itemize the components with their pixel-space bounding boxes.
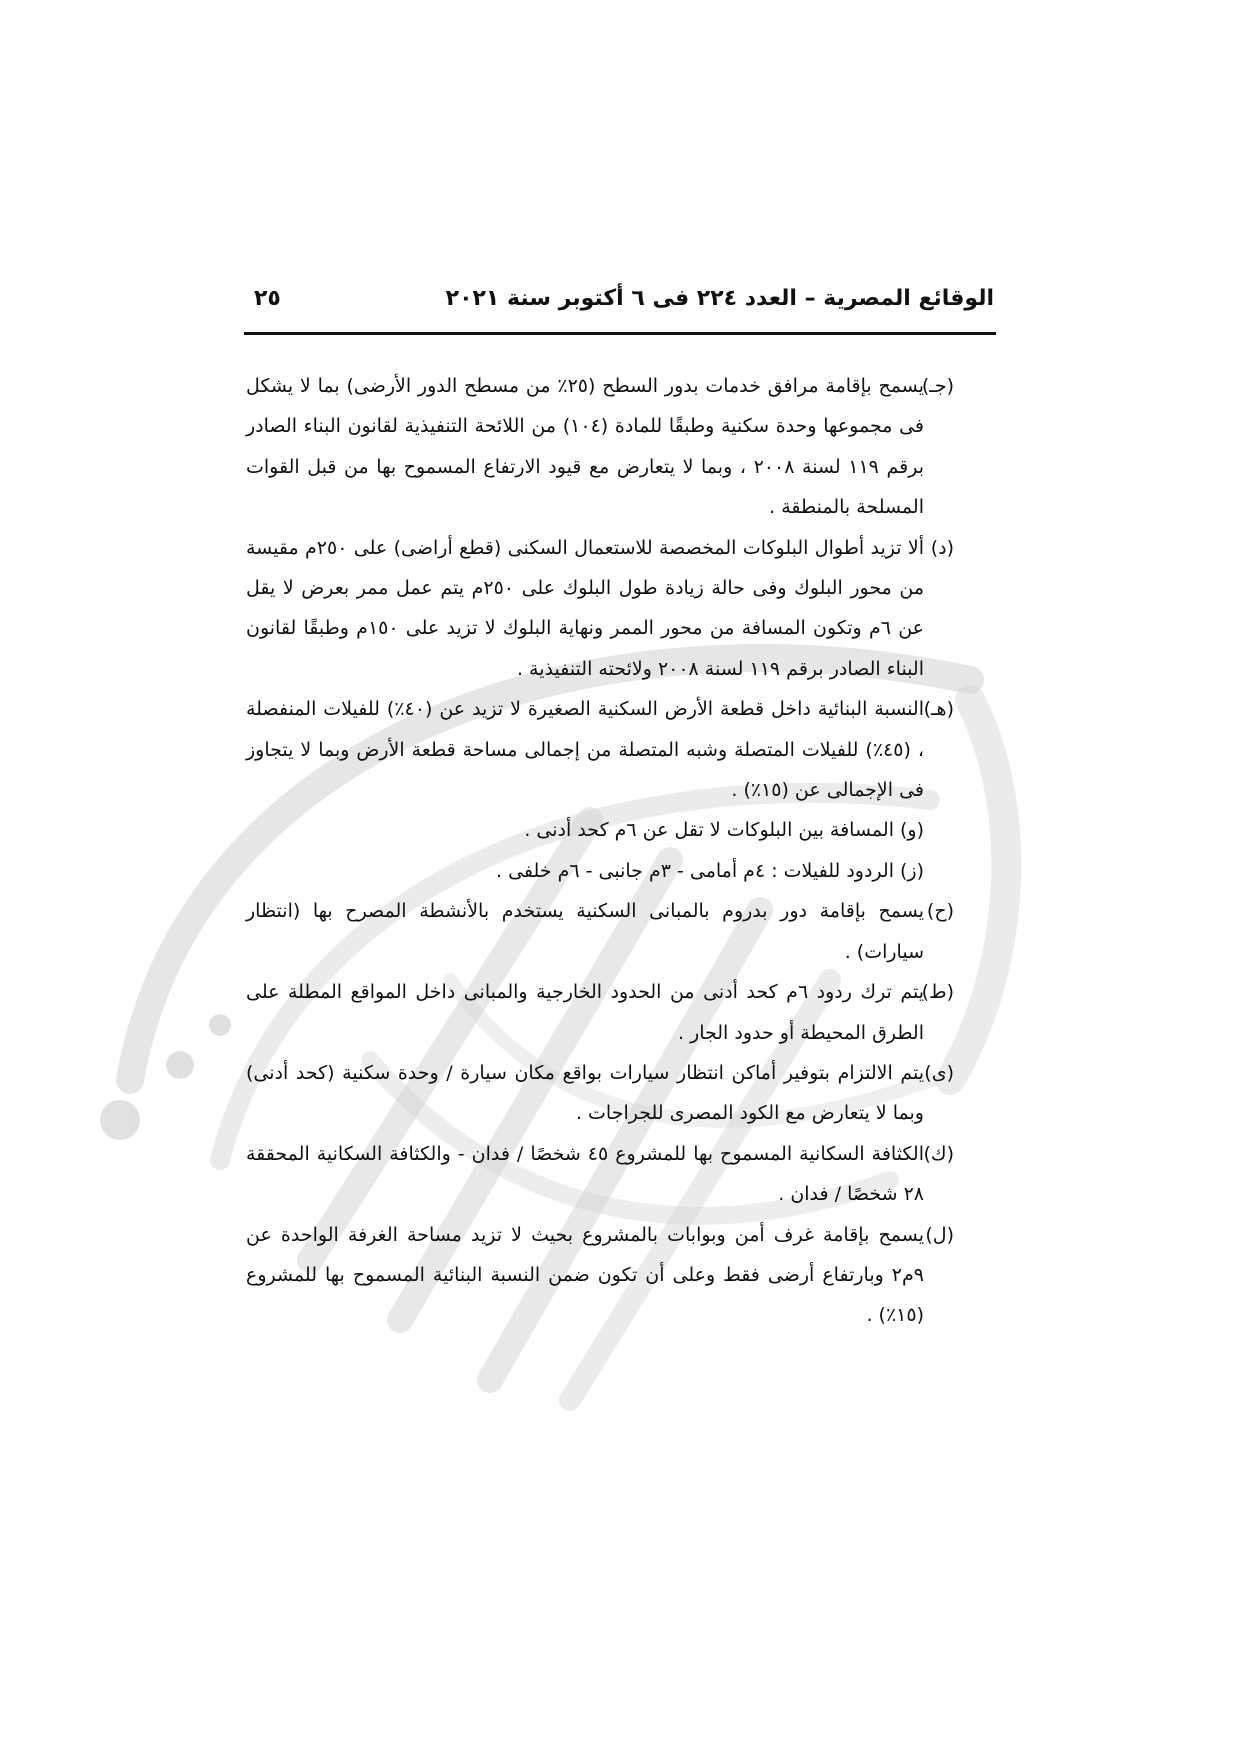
clause-waw <box>246 810 924 850</box>
clause-label: (ل) <box>925 1223 954 1246</box>
clause-kaf <box>246 1134 954 1215</box>
clause-label: (ك) <box>923 1142 954 1165</box>
clause-jeem <box>246 366 954 528</box>
clause-label: (ط) <box>921 981 954 1004</box>
clause-text: يتم ترك ردود ٦م كحد أدنى من الحدود الخارجية والمبانى داخل المواقع المطلة على الطرق المحيطة أو حدود الجار . <box>246 981 924 1044</box>
clause-lam <box>246 1215 954 1336</box>
clause-text: يسمح بإقامة غرف أمن وبوابات بالمشروع بحيث لا تزيد مساحة الغرفة الواحدة عن ٩م٢ وبارتفاع أرضى فقط وعلى أن تكون ضمن النسبة البنائية المسموح بها للمشروع (١٥٪) . <box>246 1223 924 1327</box>
clause-dal <box>246 528 954 690</box>
clause-text: يتم الالتزام بتوفير أماكن انتظار سيارات بواقع مكان سيارة / وحدة سكنية (كحد أدنى) وبما لا يتعارض مع الكود المصرى للجراجات . <box>246 1061 924 1125</box>
clause-ya <box>246 1053 954 1134</box>
header-divider <box>244 332 996 335</box>
clause-text: المسافة بين البلوكات لا تقل عن ٦م كحد أدنى . <box>524 819 894 842</box>
page-header <box>246 286 994 326</box>
clause-text: يسمح بإقامة دور بدروم بالمبانى السكنية يستخدم بالأنشطة المصرح بها (انتظار سيارات) . <box>246 900 924 963</box>
clause-label: (ز) <box>899 859 924 882</box>
clause-zay <box>246 851 924 891</box>
clause-label: (د) <box>930 536 954 559</box>
clause-text: الردود للفيلات : ٤م أمامى - ٣م جانبى - ٦م خلفى . <box>495 859 894 882</box>
header-title: الوقائع المصرية – العدد ٢٢٤ فى ٦ أكتوبر سنة ٢٠٢١ <box>445 286 994 311</box>
clause-text: ألا تزيد أطوال البلوكات المخصصة للاستعمال السكنى (قطع أراضى) على ٢٥٠م مقيسة من محور البلوك وفى حالة زيادة طول البلوك على ٢٥٠م يتم عمل ممر بعرض لا يقل عن ٦م وتكون المسافة من محور الممر ونهاية البلوك لا تزيد على ١٥٠م وطبقًا لقانون البناء الصادر برقم ١١٩ لسنة ٢٠٠٨ ولائحته التنفيذية . <box>246 536 924 680</box>
page-number: ٢٥ <box>254 286 281 311</box>
clause-ha <box>246 689 954 810</box>
clause-label: (جـ) <box>921 375 954 397</box>
clause-label: (هـ) <box>923 698 954 721</box>
clause-label: (و) <box>899 819 924 842</box>
clause-label: (ح) <box>926 900 954 923</box>
clause-haa <box>246 891 954 972</box>
clause-text: يسمح بإقامة مرافق خدمات بدور السطح (٢٥٪ من مسطح الدور الأرضى) بما لا يشكل فى مجموعها وحدة سكنية وطبقًا للمادة (١٠٤) من اللائحة التنفيذية لقانون البناء الصادر برقم ١١٩ لسنة ٢٠٠٨ ، وبما لا يتعارض مع قيود الارتفاع المسموح بها من قبل القوات المسلحة بالمنطقة . <box>246 375 924 519</box>
clause-text: الكثافة السكانية المسموح بها للمشروع ٤٥ شخصًا / فدان - والكثافة السكانية المحققة ٢٨ شخصًا / فدان . <box>246 1142 924 1206</box>
clause-text: النسبة البنائية داخل قطعة الأرض السكنية الصغيرة لا تزيد عن (٤٠٪) للفيلات المنفصلة ، (٤٥٪) للفيلات المتصلة وشبه المتصلة من إجمالى مساحة قطعة الأرض وبما لا يتجاوز فى الإجمالى عن (١٥٪) . <box>246 698 924 802</box>
document-body <box>246 366 954 1336</box>
clause-label: (ى) <box>924 1061 954 1084</box>
clause-taa <box>246 972 954 1053</box>
